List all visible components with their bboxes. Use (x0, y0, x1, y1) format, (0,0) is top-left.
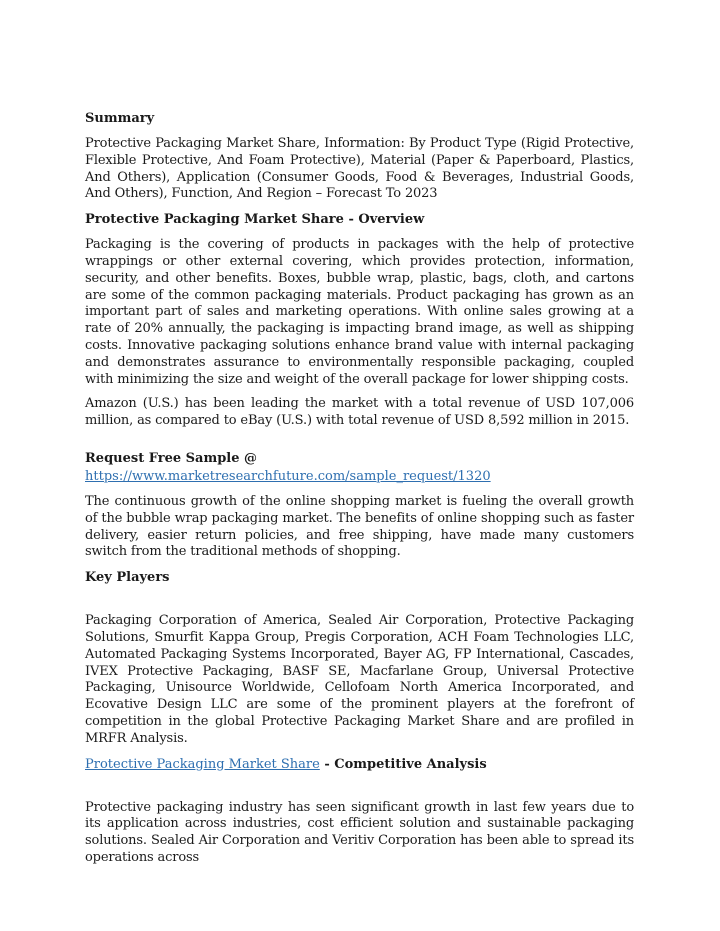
amazon-paragraph: Amazon (U.S.) has been leading the market with a total revenue of USD 107,006 million, as compared to eBay (U.S.) with total revenue of USD 8,592 million in 2015. (85, 396, 634, 429)
competitive-analysis-line (85, 756, 634, 774)
industry-paragraph: Protective packaging industry has seen significant growth in last few years due to its application across industries, cost efficient solution and sustainable packaging solutions. Sealed Air Corporation and Veritiv Corporation has been able to spread its operations across (85, 799, 634, 865)
competitive-analysis-link[interactable]: Protective Packaging Market Share (85, 756, 320, 772)
sample-request-link[interactable]: https://www.marketresearchfuture.com/sample_request/1320 (85, 468, 491, 484)
sample-request-line (85, 450, 634, 486)
summary-heading: Summary (85, 111, 155, 126)
summary-paragraph: Protective Packaging Market Share, Information: By Product Type (Rigid Protective, Flexible Protective, And Foam Protective), Material (Paper & Paperboard, Plastics, And Others), Application (Consumer Goods, Food & Beverages, Industrial Goods, And Others), Function, And Region – Forecast To 2023 (85, 136, 634, 202)
document-page (85, 110, 634, 875)
overview-paragraph: Packaging is the covering of products in packages with the help of protective wrappings or other external covering, which provides protection, information, security, and other benefits. Boxes, bubble wrap, plastic, bags, cloth, and cartons are some of the common packaging materials. Product packaging has grown as an important part of sales and marketing operations. With online sales growing at a rate of 20% annually, the packaging is impacting brand image, as well as shipping costs. Innovative packaging solutions enhance brand value with internal packaging and demonstrates assurance to environmentally responsible packaging, coupled with minimizing the size and weight of the overall package for lower shipping costs. (85, 237, 634, 387)
spacer (85, 595, 634, 613)
key-players-paragraph: Packaging Corporation of America, Sealed Air Corporation, Protective Packaging Solutions, Smurfit Kappa Group, Pregis Corporation, ACH Foam Technologies LLC, Automated Packaging Systems Incorporated, Bayer AG, FP International, Cascades, IVEX Protective Packaging, BASF SE, Macfarlane Group, Universal Protective Packaging, Unisource Worldwide, Cellofoam North America Incorporated, and Ecovative Design LLC are some of the prominent players at the forefront of competition in the global Protective Packaging Market Share and are profiled in MRFR Analysis. (85, 613, 634, 746)
key-players-heading: Key Players (85, 570, 170, 586)
sample-request-label: Request Free Sample @ (85, 450, 258, 466)
competitive-analysis-label: - Competitive Analysis (319, 756, 487, 772)
growth-paragraph: The continuous growth of the online shopping market is fueling the overall growth of the bubble wrap packaging market. The benefits of online shopping such as faster delivery, easier return policies, and free shipping, have made many customers switch from the traditional methods of shopping. (85, 493, 634, 560)
overview-heading: Protective Packaging Market Share - Overview (85, 212, 425, 228)
spacer (85, 782, 634, 800)
spacer (85, 438, 634, 450)
